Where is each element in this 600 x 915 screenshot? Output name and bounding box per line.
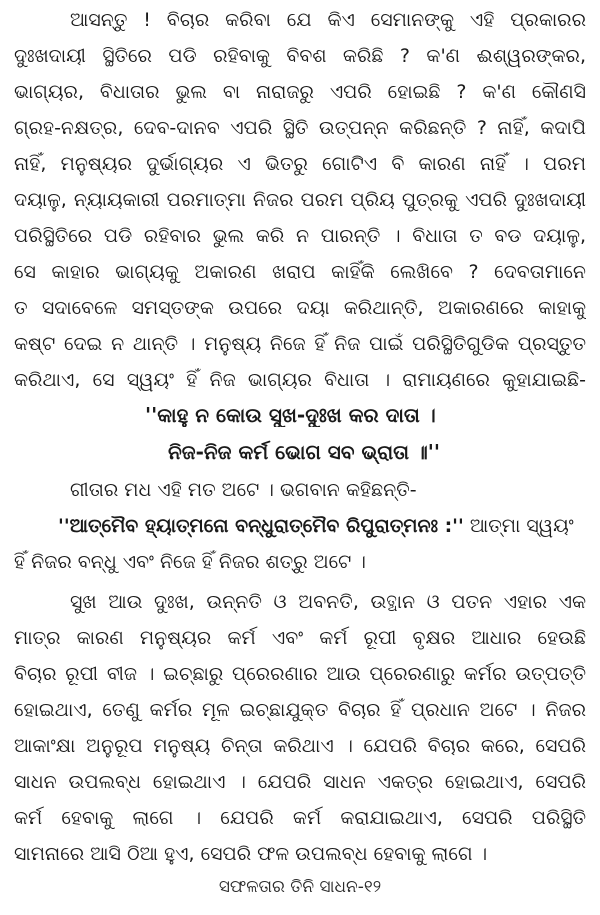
gita-intro: ଗୀତାର ମଧ ଏହି ମତ ଅଟେ । ଭଗବାନ କହିଛନ୍ତି- [70, 479, 417, 501]
paragraph-1-line-10: କଷ୍ଟ ଦେଇ ନ ଥାନ୍ତି । ମନୁଷ୍ୟ ନିଜେ ହିଁ ନିଜ ପାଇଁ ପରିସ୍ଥିତିଗୁଡିକ ପ୍ରସ୍ତୁତ [14, 333, 586, 355]
paragraph-1-line-3: ଭାଗ୍ୟର, ବିଧାତାର ଭୁଲ ବା ନାରାଜରୁ ଏପରି ହୋଇଛି ? କ'ଣ କୌଣସି [14, 81, 586, 103]
gita-quote-line-2: ହିଁ ନିଜର ବନ୍ଧୁ ଏବଂ ନିଜେ ହିଁ ନିଜର ଶତ୍ରୁ ଅଟେ । [14, 551, 366, 573]
paragraph-1-line-9: ତ ସଦାବେଳେ ସମସ୍ତଙ୍କ ଉପରେ ଦୟା କରିଥାନ୍ତି, ଅକାରଣରେ କାହାକୁ [14, 297, 586, 319]
paragraph-2-line-1: ସୁଖ ଆଉ ଦୁଃଖ, ଉନ୍ନତି ଓ ଅବନତି, ଉତ୍ଥାନ ଓ ପତନ ଏହାର ଏକ [70, 591, 586, 613]
paragraph-2-line-7: କର୍ମ ହେବାକୁ ଲାଗେ । ଯେପରି କର୍ମ କରାଯାଇଥାଏ, ସେପରି ପରିସ୍ଥିତି [14, 807, 586, 829]
gita-quote-sanskrit: ''ଆତ୍ମୈବ ହ୍ୟାତ୍ମନୋ ବନ୍ଧୁରାତ୍ମୈବ ରିପୁରାତ୍ମନଃ :'' [58, 515, 464, 537]
paragraph-1-line-1: ଆସନ୍ତୁ ! ବିଚାର କରିବା ଯେ କିଏ ସେମାନଙ୍କୁ ଏହି ପ୍ରକାରର [70, 9, 586, 31]
paragraph-1-line-7: ପରିସ୍ଥିତିରେ ପଡି ରହିବାର ଭୁଲ କରି ନ ପାରନ୍ତି । ବିଧାତା ତ ବଡ ଦୟାଳୁ, [14, 225, 586, 247]
paragraph-2-line-4: ହୋଇଥାଏ, ତେଣୁ କର୍ମର ମୂଳ ଇଚ୍ଛାଯୁକ୍ତ ବିଚାର ହିଁ ପ୍ରଧାନ ଅଟେ । ନିଜର [14, 699, 586, 721]
paragraph-2-line-3: ବିଚାର ରୂପୀ ବୀଜ । ଇଚ୍ଛାରୁ ପ୍ରେରଣାର ଆଉ ପ୍ରେରଣାରୁ କର୍ମର ଉତ୍ପତ୍ତି [14, 663, 586, 685]
verse-line-2: ନିଜ-ନିଜ କର୍ମ ଭୋଗ ସବ ଭ୍ରାତା ॥'' [168, 440, 441, 464]
paragraph-2-line-6: ସାଧନ ଉପଲବ୍ଧ ହୋଇଥାଏ । ଯେପରି ସାଧନ ଏକତ୍ର ହୋଇଥାଏ, ସେପରି [14, 771, 586, 793]
paragraph-1-line-4: ଗ୍ରହ-ନକ୍ଷତ୍ର, ଦେବ-ଦାନବ ଏପରି ସ୍ଥିତି ଉତ୍ପନ୍ନ କରିଛନ୍ତି ? ନାହିଁ, କଦାପି [14, 117, 586, 139]
paragraph-1-line-6: ଦୟାଳୁ, ନ୍ୟାୟକାରୀ ପରମାତ୍ମା ନିଜର ପରମ ପ୍ରିୟ ପୁତ୍ରକୁ ଏପରି ଦୁଃଖଦାୟୀ [14, 189, 586, 211]
paragraph-1-line-2: ଦୁଃଖଦାୟୀ ସ୍ଥିତିରେ ପଡି ରହିବାକୁ ବିବଶ କରିଛି ? କ'ଣ ଈଶ୍ୱରଙ୍କର, [14, 45, 586, 67]
paragraph-2-line-8: ସାମନାରେ ଆସି ଠିଆ ହୁଏ, ସେପରି ଫଳ ଉପଲବ୍ଧ ହେବାକୁ ଲାଗେ । [14, 843, 488, 865]
paragraph-1-line-8: ସେ କାହାର ଭାଗ୍ୟକୁ ଅକାରଣ ଖରାପ କାହିଁକି ଲେଖିବେ ? ଦେବତାମାନେ [14, 261, 586, 283]
paragraph-2-line-2: ମାତ୍ର କାରଣ ମନୁଷ୍ୟର କର୍ମ ଏବଂ କର୍ମ ରୂପୀ ବୃକ୍ଷର ଆଧାର ହେଉଛି [14, 627, 586, 649]
gita-quote-continuation: ଆତ୍ମା ସ୍ୱୟଂ [463, 515, 574, 537]
paragraph-1-line-11: କରିଥାଏ, ସେ ସ୍ୱୟଂ ହିଁ ନିଜ ଭାଗ୍ୟର ବିଧାତା । ରାମାୟଣରେ କୁହାଯାଇଛି- [14, 369, 586, 391]
paragraph-2-line-5: ଆକାଂକ୍ଷା ଅନୁରୂପ ମନୁଷ୍ୟ ଚିନ୍ତା କରିଥାଏ । ଯେପରି ବିଚାର କରେ, ସେପରି [14, 735, 586, 757]
page-footer: ସଫଳତାର ତିନି ସାଧନ-୧୨ [218, 877, 382, 897]
verse-line-1: ''କାହୁ ନ କୋଉ ସୁଖ-ଦୁଃଖ କର ଦାତା । [145, 403, 436, 427]
paragraph-1-line-5: ନାହିଁ, ମନୁଷ୍ୟର ଦୁର୍ଭାଗ୍ୟର ଏ ଭିତରୁ ଗୋଟିଏ ବି କାରଣ ନାହିଁ । ପରମ [14, 153, 586, 175]
gita-quote-line [58, 514, 586, 538]
